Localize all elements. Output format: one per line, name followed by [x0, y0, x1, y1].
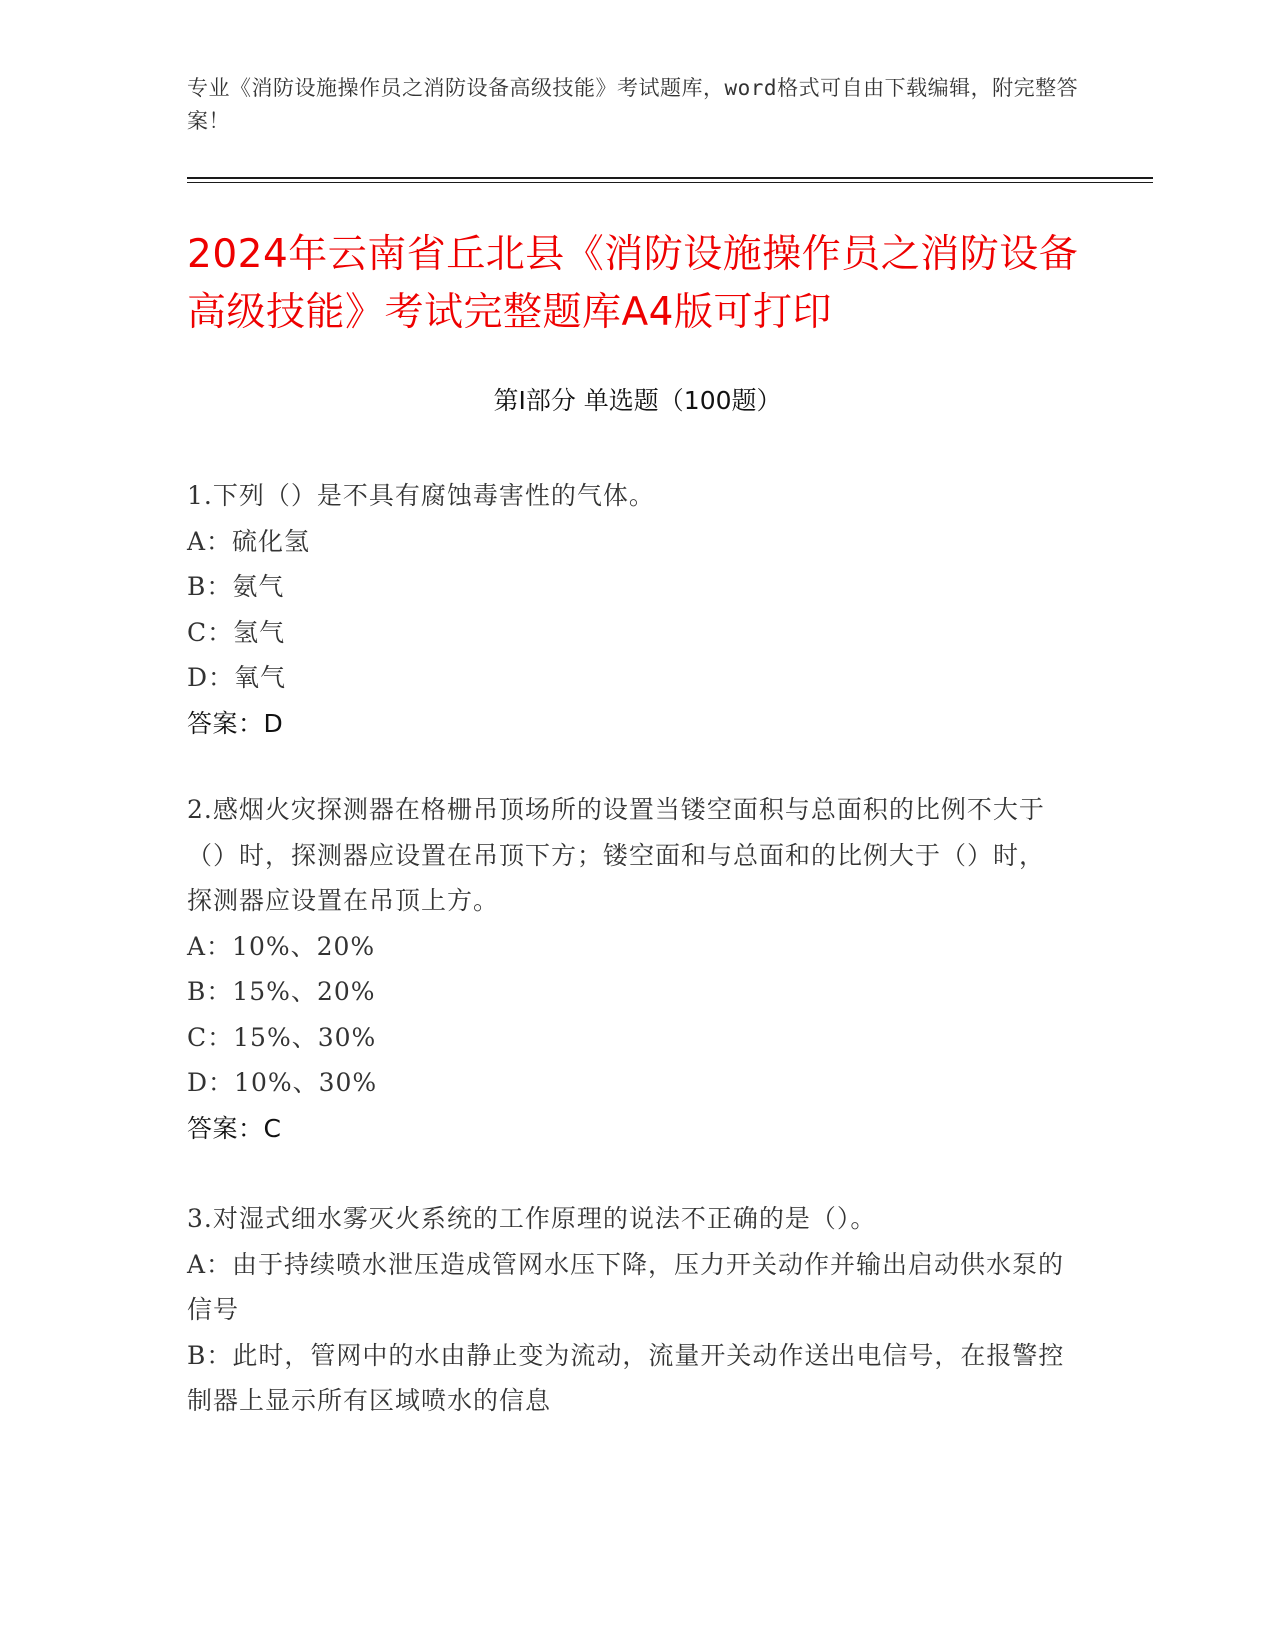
question-1 — [187, 473, 1067, 746]
option-b: B：15%、20% — [187, 977, 376, 1006]
question-2 — [187, 787, 1067, 1151]
question-stem: 2.感烟火灾探测器在格栅吊顶场所的设置当镂空面积与总面积的比例不大于（）时，探测器应设置在吊顶下方；镂空面和与总面和的比例大于（）时，探测器应设置在吊顶上方。 — [187, 795, 1046, 915]
option-d: D：10%、30% — [187, 1068, 378, 1097]
option-c: C：氢气 — [187, 617, 286, 647]
header-divider-thin — [187, 182, 1153, 183]
option-c: C：15%、30% — [187, 1022, 377, 1052]
option-d: D：氧气 — [187, 663, 287, 692]
option-b: B：此时，管网中的水由静止变为流动，流量开关动作送出电信号，在报警控制器上显示所有区域喷水的信息 — [187, 1340, 1065, 1415]
question-stem: 1.下列（）是不具有腐蚀毒害性的气体。 — [187, 481, 655, 510]
header-note: 专业《消防设施操作员之消防设备高级技能》考试题库，word格式可自由下载编辑，附完整答案！ — [187, 76, 1079, 133]
section-heading: 第I部分 单选题（100题） — [493, 386, 782, 415]
document-title: 2024年云南省丘北县《消防设施操作员之消防设备高级技能》考试完整题库A4版可打印 — [187, 232, 1079, 335]
question-3 — [187, 1196, 1067, 1424]
header-divider-thick — [187, 177, 1153, 179]
question-stem: 3.对湿式细水雾灭火系统的工作原理的说法不正确的是（）。 — [187, 1204, 877, 1233]
answer: 答案：D — [187, 708, 284, 738]
option-b: B：氨气 — [187, 572, 285, 601]
option-a: A：由于持续喷水泄压造成管网水压下降，压力开关动作并输出启动供水泵的信号 — [187, 1249, 1065, 1324]
option-a: A：硫化氢 — [187, 526, 311, 556]
option-a: A：10%、20% — [187, 931, 376, 961]
answer: 答案：C — [187, 1113, 282, 1143]
